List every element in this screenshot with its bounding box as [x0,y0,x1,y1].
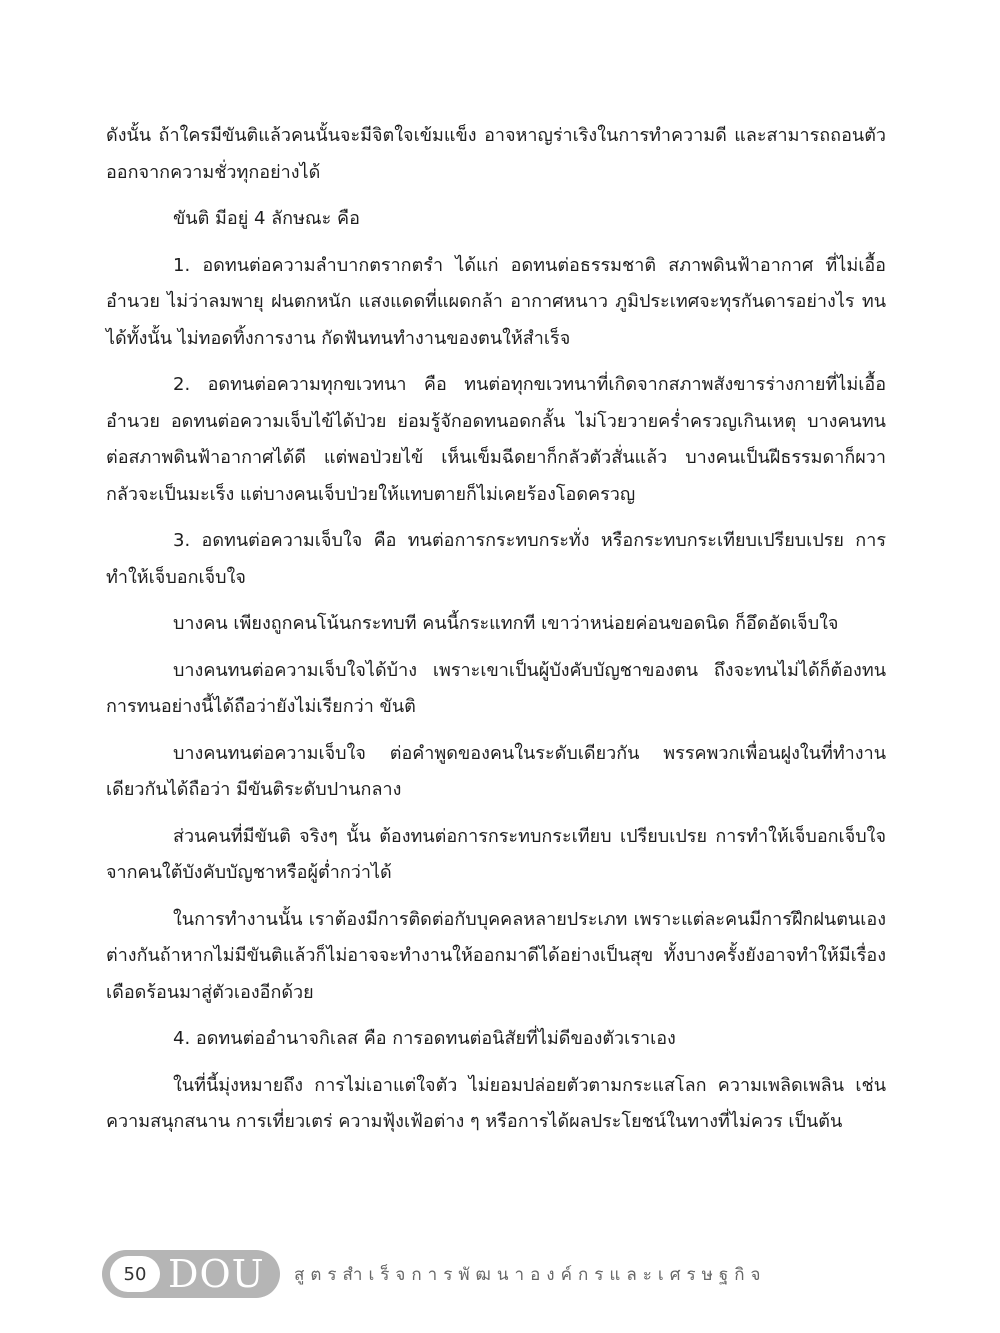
page-number: 50 [110,1256,160,1292]
dou-logo: DOU [168,1252,265,1296]
paragraph-true-patience: ส่วนคนที่มีขันติ จริงๆ นั้น ต้องทนต่อการกระทบกระเทียบ เปรียบเปรย การทำให้เจ็บอกเจ็บใจ จากคนใต้บังคับบัญชาหรือผู้ต่ำกว่าได้ [106,825,886,883]
paragraph-aspect-4: 4. อดทนต่ออำนาจกิเลส คือ การอดทนต่อนิสัยที่ไม่ดีของตัวเราเอง [173,1028,676,1049]
page-footer [102,1250,766,1298]
paragraph-some-people-2: บางคนทนต่อความเจ็บใจได้บ้าง เพราะเขาเป็นผู้บังคับบัญชาของตน ถึงจะทนไม่ได้ก็ต้องทน การทนอย่างนี้ได้ถือว่ายังไม่เรียกว่า ขันติ [106,659,886,717]
paragraph-four-aspects: ขันติ มีอยู่ 4 ลักษณะ คือ [173,208,360,229]
paragraph-aspect-2: 2. อดทนต่อความทุกขเวทนา คือ ทนต่อทุกขเวทนาที่เกิดจากสภาพสังขารร่างกายที่ไม่เอื้ออำนวย อดทนต่อความเจ็บไข้ได้ป่วย ย่อมรู้จักอดทนอดกลั้น ไม่โวยวายคร่ำครวญเกินเหตุ บางคนทนต่อสภาพดินฟ้าอากาศได้ดี แต่พอป่วยไข้ เห็นเข็มฉีดยาก็กลัวตัวสั่นแล้ว บางคนเป็นฝีธรรมดาก็ผวา กลัวจะเป็นมะเร็ง แต่บางคนเจ็บป่วยให้แทบตายก็ไม่เคยร้องโอดครวญ [106,374,886,505]
paragraph-some-people-3: บางคนทนต่อความเจ็บใจ ต่อคำพูดของคนในระดับเดียวกัน พรรคพวกเพื่อนฝูงในที่ทำงานเดียวกันได้ถือว่า มีขันติระดับปานกลาง [106,742,886,800]
paragraph-meaning: ในที่นี้มุ่งหมายถึง การไม่เอาแต่ใจตัว ไม่ยอมปล่อยตัวตามกระแสโลก ความเพลิดเพลิน เช่น ความสนุกสนาน การเที่ยวเตร่ ความฟุ้งเฟ้อต่าง ๆ หรือการได้ผลประโยชน์ในทางที่ไม่ควร เป็นต้น [106,1074,886,1132]
page-body [106,118,886,1151]
paragraph-some-people-1: บางคน เพียงถูกคนโน้นกระทบที คนนี้กระแทกที เขาว่าหน่อยค่อนขอดนิด ก็อึดอัดเจ็บใจ [173,613,839,634]
footer-badge [102,1250,280,1298]
paragraph-aspect-1: 1. อดทนต่อความลำบากตรากตรำ ได้แก่ อดทนต่อธรรมชาติ สภาพดินฟ้าอากาศ ที่ไม่เอื้ออำนวย ไม่ว่าลมพายุ ฝนตกหนัก แสงแดดที่แผดกล้า อากาศหนาว ภูมิประเทศจะทุรกันดารอย่างไร ทนได้ทั้งนั้น ไม่ทอดทิ้งการงาน กัดฟันทนทำงานของตนให้สำเร็จ [106,254,886,349]
paragraph-intro: ดังนั้น ถ้าใครมีขันติแล้วคนนั้นจะมีจิตใจเข้มแข็ง อาจหาญร่าเริงในการทำความดี และสามารถถอนตัวออกจากความชั่วทุกอย่างได้ [106,125,886,183]
paragraph-aspect-3: 3. อดทนต่อความเจ็บใจ คือ ทนต่อการกระทบกระทั่ง หรือกระทบกระเทียบเปรียบเปรย การทำให้เจ็บอกเจ็บใจ [106,530,886,588]
book-title: สูตรสำเร็จการพัฒนาองค์กรและเศรษฐกิจ [294,1264,767,1285]
paragraph-working: ในการทำงานนั้น เราต้องมีการติดต่อกับบุคคลหลายประเภท เพราะแต่ละคนมีการฝึกฝนตนเองต่างกันถ้าหากไม่มีขันติแล้วก็ไม่อาจจะทำงานให้ออกมาดีได้อย่างเป็นสุข ทั้งบางครั้งยังอาจทำให้มีเรื่องเดือดร้อนมาสู่ตัวเองอีกด้วย [106,908,886,1003]
